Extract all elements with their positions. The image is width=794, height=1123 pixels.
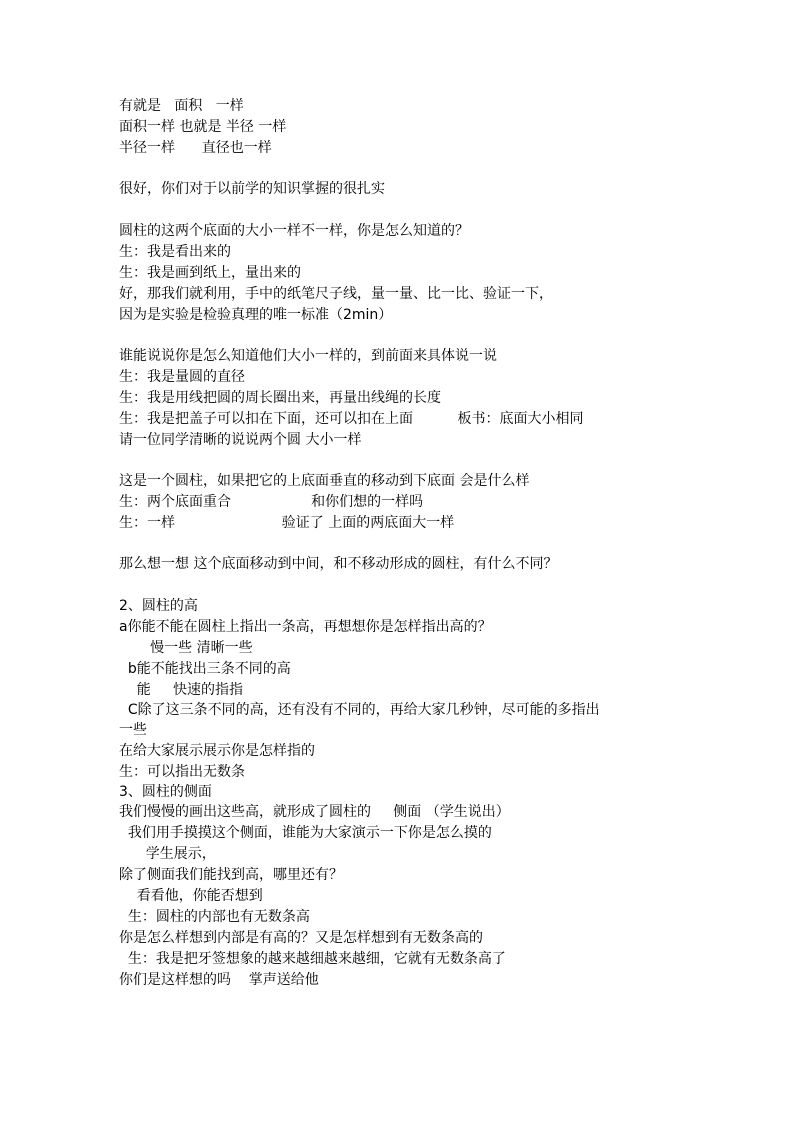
text-line: 我们用手摸摸这个侧面，谁能为大家演示一下你是怎么摸的 — [119, 825, 492, 841]
text-line: 看看他，你能否想到 — [119, 888, 263, 904]
text-line: 慢一些 清晰一些 — [119, 640, 253, 656]
text-line: 很好，你们对于以前学的知识掌握的很扎实 — [119, 181, 385, 197]
section-heading: 3、圆柱的侧面 — [119, 784, 212, 800]
text-line: 请一位同学清晰的说说两个圆 大小一样 — [119, 432, 362, 448]
text-line: 生：一样 验证了 上面的两底面大一样 — [119, 515, 455, 531]
text-line: 生：可以指出无数条 — [119, 764, 245, 780]
text-line: 那么想一想 这个底面移动到中间，和不移动形成的圆柱，有什么不同？ — [119, 556, 558, 572]
text-line: 生：我是画到纸上，量出来的 — [119, 265, 301, 281]
text-line: 学生展示， — [119, 846, 216, 862]
text-line: 生：我是把牙签想象的越来越细越来越细，它就有无数条高了 — [119, 951, 506, 967]
text-line: 半径一样 直径也一样 — [119, 140, 272, 156]
section-heading: 2、圆柱的高 — [119, 598, 198, 614]
text-line: C除了这三条不同的高，还有没有不同的，再给大家几秒钟，尽可能的多指出 — [119, 702, 600, 718]
text-line: 生：我是用线把圆的周长圈出来，再量出线绳的长度 — [119, 390, 441, 406]
text-line: 生：我是把盖子可以扣在下面，还可以扣在上面 板书：底面大小相同 — [119, 411, 584, 427]
text-line: 面积一样 也就是 半径 一样 — [119, 119, 287, 135]
text-line: 因为是实验是检验真理的唯一标准（2min） — [119, 307, 393, 323]
text-line: 这是一个圆柱，如果把它的上底面垂直的移动到下底面 会是什么样 — [119, 473, 530, 489]
text-line: 你们是这样想的吗 掌声送给他 — [119, 972, 319, 988]
text-line: 好，那我们就利用，手中的纸笔尺子线，量一量、比一比、验证一下， — [119, 286, 553, 302]
text-line: 生：我是量圆的直径 — [119, 369, 245, 385]
text-line: 我们慢慢的画出这些高，就形成了圆柱的 侧面 （学生说出） — [119, 804, 510, 820]
text-line: 有就是 面积 一样 — [119, 98, 244, 114]
text-line: 在给大家展示展示你是怎样指的 — [119, 743, 315, 759]
text-line: 谁能说说你是怎么知道他们大小一样的，到前面来具体说一说 — [119, 348, 497, 364]
text-line: a你能不能在圆柱上指出一条高，再想想你是怎样指出高的？ — [119, 619, 492, 635]
text-line: 能 快速的指指 — [119, 682, 244, 698]
text-line: 一些 — [119, 722, 147, 738]
text-line: 你是怎么样想到内部是有高的？又是怎样想到有无数条高的 — [119, 930, 483, 946]
text-line: b能不能找出三条不同的高 — [119, 661, 291, 677]
text-line: 生：圆柱的内部也有无数条高 — [119, 909, 310, 925]
text-line: 除了侧面我们能找到高，哪里还有？ — [119, 867, 343, 883]
text-line: 生：我是看出来的 — [119, 244, 231, 260]
text-line: 生：两个底面重合 和你们想的一样吗 — [119, 494, 424, 510]
text-line: 圆柱的这两个底面的大小一样不一样，你是怎么知道的？ — [119, 223, 469, 239]
